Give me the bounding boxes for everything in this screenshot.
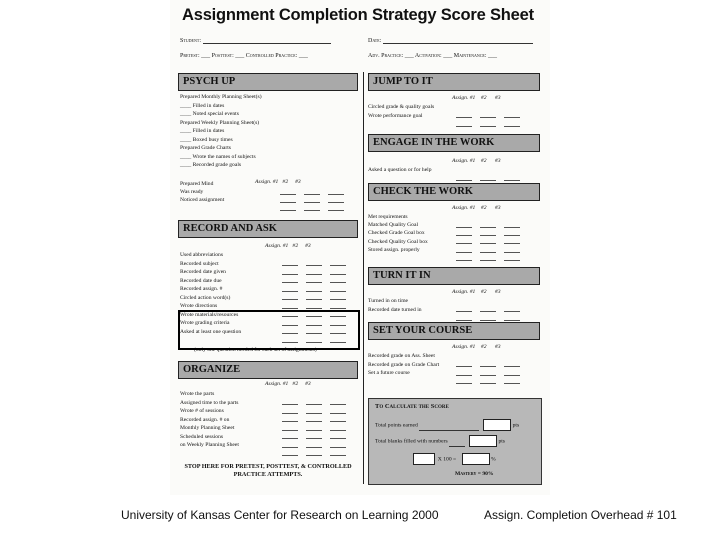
list-item: Wrote performance goal <box>368 112 423 119</box>
list-item: Prepared Monthly Planning Sheet(s) <box>180 94 262 100</box>
test-type-field: Pretest: ___ Posttest: ___ Controlled Practice: ___ <box>180 53 308 59</box>
list-item: Met requirements <box>368 214 408 220</box>
score-blanks <box>456 371 528 389</box>
section-check: CHECK THE WORK <box>368 183 540 201</box>
list-item: Prepared Weekly Planning Sheet(s) <box>180 119 260 126</box>
score-blanks <box>456 248 528 266</box>
jump-col-headers: Assign. #1 #2 #3 <box>452 95 501 101</box>
score-calculation-box <box>368 398 542 485</box>
list-item: Recorded subject <box>180 260 219 267</box>
list-item: Recorded date due <box>180 277 222 284</box>
list-item: Matched Quality Goal <box>368 222 419 229</box>
engage-col-headers: Assign. #1 #2 #3 <box>452 158 501 164</box>
section-record-ask: RECORD AND ASK <box>178 220 358 238</box>
phase-field: Adv. Practice: ___ Activation: ___ Maintenance: ___ <box>368 53 498 59</box>
footer-overhead: Assign. Completion Overhead # 101 <box>484 508 677 522</box>
list-item: on Weekly Planning Sheet <box>180 442 239 448</box>
record-note: (only one question needed for each set of assignments) <box>194 347 317 353</box>
section-engage: ENGAGE IN THE WORK <box>368 134 540 152</box>
list-item: Circled grade & quality goals <box>368 104 435 110</box>
student-field: Student: <box>180 38 331 44</box>
stop-notice: STOP HERE FOR PRETEST, POSTTEST, & CONTROLLED PRACTICE ATTEMPTS. <box>184 463 352 478</box>
calc-percent-row: X 100 = % <box>409 453 496 465</box>
list-item: Was ready <box>180 189 204 195</box>
section-jump-to-it: JUMP TO IT <box>368 73 540 91</box>
highlight-box <box>178 310 360 350</box>
list-item: Recorded grade on Ass. Sheet <box>368 353 435 359</box>
calc-points-row: Total points earned pts <box>375 419 519 431</box>
list-item: ____ Recorded grade goals <box>180 162 242 168</box>
list-item: Turned in on time <box>368 298 409 304</box>
list-item: Checked Grade Goal box <box>368 230 425 237</box>
column-divider <box>363 72 364 484</box>
score-sheet <box>170 0 550 495</box>
psych-col-headers: Assign. #1 #2 #3 <box>255 179 301 185</box>
list-item: Used abbreviations <box>180 252 224 258</box>
list-item: ____ Filled in dates <box>180 102 225 109</box>
list-item: ____ Boxed busy times <box>180 136 233 143</box>
list-item: Recorded date given <box>180 269 226 275</box>
record-col-headers: Assign. #1 #2 #3 <box>265 243 311 249</box>
list-item: Noticed assignment <box>180 197 225 203</box>
score-blanks <box>282 443 354 461</box>
list-item: Scheduled sessions <box>180 433 224 440</box>
list-item: ____ Wrote the names of subjects <box>180 153 256 160</box>
turn-col-headers: Assign. #1 #2 #3 <box>452 289 501 295</box>
list-item: Assigned time to the parts <box>180 399 239 406</box>
list-item: Set a future course <box>368 370 410 376</box>
calc-title: To Calculate the Score <box>375 403 449 410</box>
section-set-course: SET YOUR COURSE <box>368 322 540 340</box>
check-col-headers: Assign. #1 #2 #3 <box>452 205 501 211</box>
list-item: Prepared Grade Charts <box>180 145 231 151</box>
footer-source: University of Kansas Center for Research on Learning 2000 <box>121 508 439 522</box>
score-blanks <box>456 114 528 132</box>
list-item: Circled action word(s) <box>180 294 231 301</box>
list-item: ____ Filled in dates <box>180 128 225 134</box>
list-item: Monthly Planning Sheet <box>180 425 235 431</box>
list-item: Wrote # of sessions <box>180 408 224 414</box>
section-turn-in: TURN IT IN <box>368 267 540 285</box>
section-organize: ORGANIZE <box>178 361 358 379</box>
list-item: ____ Noted special events <box>180 111 239 117</box>
organize-col-headers: Assign. #1 #2 #3 <box>265 381 311 387</box>
list-item: Recorded assign. # <box>180 286 223 292</box>
calc-mastery: Mastery = 90% <box>455 471 494 477</box>
list-item: Stored assign. properly <box>368 246 420 253</box>
list-item: Recorded grade on Grade Chart <box>368 361 440 368</box>
list-item: Wrote directions <box>180 303 218 309</box>
list-item: Asked at least one question <box>180 328 242 335</box>
list-item: Wrote materials/resources <box>180 311 239 318</box>
list-item: Wrote the parts <box>180 391 215 397</box>
list-item: Wrote grading criteria <box>180 320 230 326</box>
date-field: Date: <box>368 38 533 44</box>
calc-blanks-row: Total blanks filled with numbers pts <box>375 435 505 447</box>
list-item: Recorded assign. # on <box>180 416 230 423</box>
list-item: Recorded date turned in <box>368 306 422 313</box>
score-blanks <box>280 198 352 216</box>
sheet-title: Assignment Completion Strategy Score Sheet <box>182 6 534 24</box>
section-psych-up: PSYCH UP <box>178 73 358 91</box>
list-item: Prepared Mind <box>180 181 214 187</box>
list-item: Asked a question or for help <box>368 167 432 173</box>
list-item: Checked Quality Goal box <box>368 238 428 245</box>
course-col-headers: Assign. #1 #2 #3 <box>452 344 501 350</box>
